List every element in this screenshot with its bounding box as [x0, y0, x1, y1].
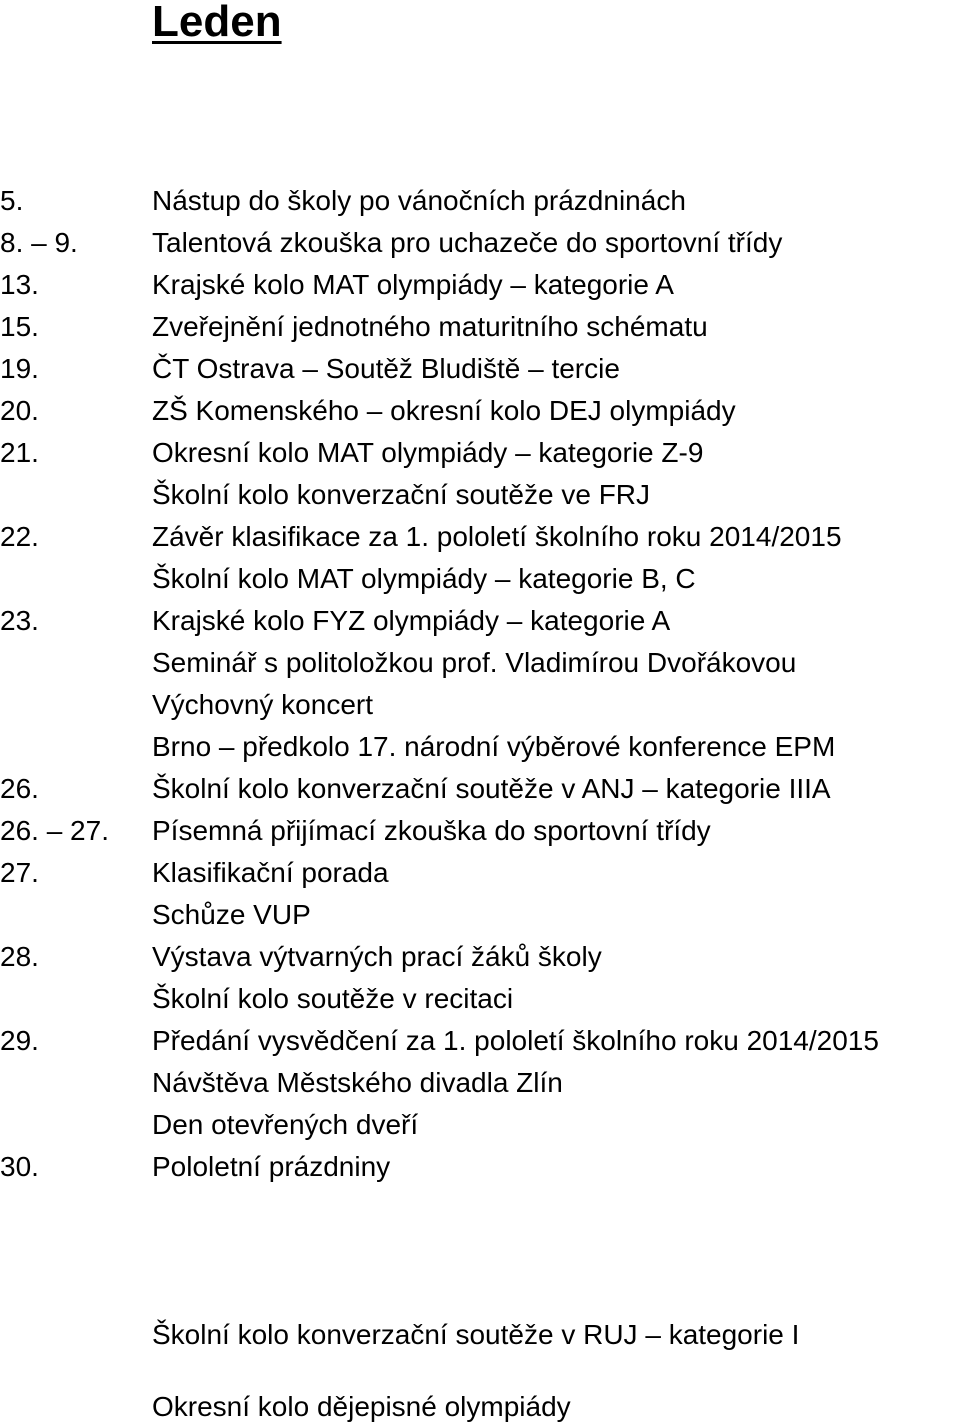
row-date: 29.	[0, 1025, 39, 1056]
row-event: Výchovný koncert	[152, 689, 373, 720]
row-event: Talentová zkouška pro uchazeče do sportovní třídy	[152, 227, 783, 258]
row-event: Den otevřených dveří	[152, 1109, 419, 1140]
row-date: 13.	[0, 269, 39, 300]
row-date: 26. – 27.	[0, 815, 109, 846]
row-event: Předání vysvědčení za 1. pololetí školního roku 2014/2015	[152, 1025, 879, 1056]
row-event: Seminář s politoložkou prof. Vladimírou Dvořákovou	[152, 647, 797, 678]
row-date: 19.	[0, 353, 39, 384]
row-event: Návštěva Městského divadla Zlín	[152, 1067, 563, 1098]
row-event: Krajské kolo MAT olympiády – kategorie A	[152, 269, 674, 300]
row-event: Zveřejnění jednotného maturitního schématu	[152, 311, 708, 342]
row-date: 30.	[0, 1151, 39, 1182]
row-date: 15.	[0, 311, 39, 342]
row-event: Pololetní prázdniny	[152, 1151, 391, 1182]
extra-note-text: Okresní kolo dějepisné olympiády	[152, 1391, 571, 1422]
row-event: ZŠ Komenského – okresní kolo DEJ olympiády	[152, 395, 736, 426]
row-event: Nástup do školy po vánočních prázdninách	[152, 185, 686, 216]
row-event: Závěr klasifikace za 1. pololetí školního roku 2014/2015	[152, 521, 842, 552]
row-date: 28.	[0, 941, 39, 972]
row-event: Školní kolo MAT olympiády – kategorie B, C	[152, 563, 696, 594]
row-event: ČT Ostrava – Soutěž Bludiště – tercie	[152, 353, 620, 384]
row-date: 27.	[0, 857, 39, 888]
row-date: 8. – 9.	[0, 227, 78, 258]
row-event: Brno – předkolo 17. národní výběrové konference EPM	[152, 731, 836, 762]
row-event: Klasifikační porada	[152, 857, 389, 888]
row-date: 26.	[0, 773, 39, 804]
row-event: Školní kolo soutěže v recitaci	[152, 983, 514, 1014]
row-date: 20.	[0, 395, 39, 426]
row-date: 21.	[0, 437, 39, 468]
row-date: 5.	[0, 185, 24, 216]
row-event: Školní kolo konverzační soutěže v ANJ – kategorie IIIA	[152, 773, 831, 804]
row-event: Krajské kolo FYZ olympiády – kategorie A	[152, 605, 671, 636]
row-event: Školní kolo konverzační soutěže ve FRJ	[152, 479, 651, 510]
page-title: Leden	[152, 0, 282, 46]
extra-note-text: Školní kolo konverzační soutěže v RUJ – kategorie I	[152, 1319, 800, 1350]
row-date: 23.	[0, 605, 39, 636]
row-event: Výstava výtvarných prací žáků školy	[152, 941, 602, 972]
row-date: 22.	[0, 521, 39, 552]
row-event: Schůze VUP	[152, 899, 311, 930]
row-event: Okresní kolo MAT olympiády – kategorie Z-9	[152, 437, 704, 468]
row-event: Písemná přijímací zkouška do sportovní třídy	[152, 815, 711, 846]
